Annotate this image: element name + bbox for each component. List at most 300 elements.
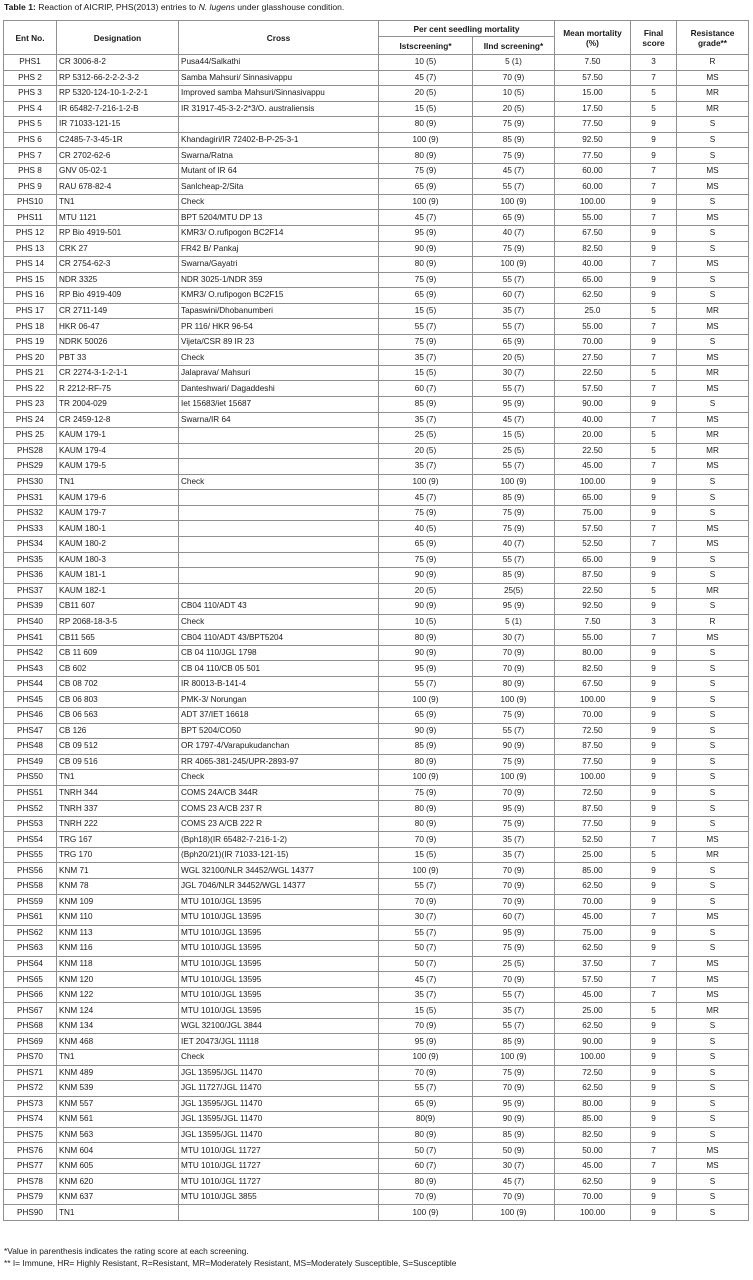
cell-mean-mortality: 90.00 xyxy=(555,1034,631,1050)
cell-mean-mortality: 20.00 xyxy=(555,428,631,444)
cell-cross: Check xyxy=(179,770,379,786)
cell-first-screening: 70 (9) xyxy=(379,1065,473,1081)
cell-designation: R 2212-RF-75 xyxy=(57,381,179,397)
cell-cross: BPT 5204/MTU DP 13 xyxy=(179,210,379,226)
cell-mean-mortality: 80.00 xyxy=(555,645,631,661)
cell-final-score: 9 xyxy=(631,288,677,304)
cell-resistance-grade: MS xyxy=(677,1158,749,1174)
cell-ent-no: PHS 18 xyxy=(4,319,57,335)
cell-cross: Sanlcheap-2/Sita xyxy=(179,179,379,195)
cell-final-score: 9 xyxy=(631,941,677,957)
cell-first-screening: 45 (7) xyxy=(379,490,473,506)
table-row xyxy=(4,303,749,319)
caption-label: Table 1: xyxy=(4,2,36,12)
table-row xyxy=(4,272,749,288)
cell-mean-mortality: 100.00 xyxy=(555,1205,631,1221)
cell-final-score: 9 xyxy=(631,1205,677,1221)
cell-mean-mortality: 75.00 xyxy=(555,925,631,941)
cell-resistance-grade: S xyxy=(677,863,749,879)
table-row xyxy=(4,536,749,552)
header-designation: Designation xyxy=(57,21,179,55)
cell-resistance-grade: S xyxy=(677,241,749,257)
cell-first-screening: 15 (5) xyxy=(379,303,473,319)
table-row xyxy=(4,707,749,723)
cell-first-screening: 75 (9) xyxy=(379,163,473,179)
cell-final-score: 9 xyxy=(631,785,677,801)
cell-final-score: 9 xyxy=(631,397,677,413)
table-row xyxy=(4,723,749,739)
cell-final-score: 5 xyxy=(631,101,677,117)
cell-mean-mortality: 65.00 xyxy=(555,552,631,568)
cell-designation: TNRH 222 xyxy=(57,816,179,832)
cell-cross: IR 80013-B-141-4 xyxy=(179,676,379,692)
cell-first-screening: 35 (7) xyxy=(379,350,473,366)
cell-final-score: 9 xyxy=(631,505,677,521)
cell-final-score: 9 xyxy=(631,1018,677,1034)
cell-mean-mortality: 77.50 xyxy=(555,148,631,164)
cell-resistance-grade: S xyxy=(677,894,749,910)
cell-first-screening: 80 (9) xyxy=(379,630,473,646)
table-row xyxy=(4,179,749,195)
cell-second-screening: 40 (7) xyxy=(473,226,555,242)
cell-ent-no: PHS40 xyxy=(4,614,57,630)
cell-final-score: 9 xyxy=(631,816,677,832)
cell-second-screening: 85 (9) xyxy=(473,1034,555,1050)
cell-cross: CB04 110/ADT 43/BPT5204 xyxy=(179,630,379,646)
cell-final-score: 7 xyxy=(631,832,677,848)
table-row xyxy=(4,163,749,179)
cell-mean-mortality: 100.00 xyxy=(555,474,631,490)
cell-designation: KAUM 181-1 xyxy=(57,568,179,584)
cell-ent-no: PHS56 xyxy=(4,863,57,879)
cell-resistance-grade: MR xyxy=(677,101,749,117)
cell-final-score: 9 xyxy=(631,1096,677,1112)
cell-mean-mortality: 25.00 xyxy=(555,847,631,863)
cell-second-screening: 45 (7) xyxy=(473,412,555,428)
table-row xyxy=(4,1096,749,1112)
cell-second-screening: 100 (9) xyxy=(473,194,555,210)
cell-designation: CB 602 xyxy=(57,661,179,677)
cell-cross xyxy=(179,552,379,568)
cell-ent-no: PHS 7 xyxy=(4,148,57,164)
cell-resistance-grade: S xyxy=(677,1034,749,1050)
cell-cross: Tapaswini/Dhobanumberi xyxy=(179,303,379,319)
cell-mean-mortality: 87.50 xyxy=(555,568,631,584)
cell-ent-no: PHS 14 xyxy=(4,257,57,273)
cell-mean-mortality: 72.50 xyxy=(555,723,631,739)
cell-cross xyxy=(179,505,379,521)
cell-mean-mortality: 100.00 xyxy=(555,692,631,708)
cell-cross: MTU 1010/JGL 13595 xyxy=(179,972,379,988)
cell-designation: CB11 565 xyxy=(57,630,179,646)
cell-first-screening: 80 (9) xyxy=(379,801,473,817)
cell-designation: TR 2004-029 xyxy=(57,397,179,413)
cell-mean-mortality: 57.50 xyxy=(555,381,631,397)
cell-mean-mortality: 17.50 xyxy=(555,101,631,117)
cell-resistance-grade: S xyxy=(677,148,749,164)
cell-second-screening: 95 (9) xyxy=(473,925,555,941)
cell-second-screening: 95 (9) xyxy=(473,801,555,817)
table-row xyxy=(4,86,749,102)
cell-second-screening: 85 (9) xyxy=(473,1127,555,1143)
cell-cross: CB 04 110/CB 05 501 xyxy=(179,661,379,677)
cell-first-screening: 80 (9) xyxy=(379,148,473,164)
table-row xyxy=(4,443,749,459)
cell-cross: Swarna/Ratna xyxy=(179,148,379,164)
cell-first-screening: 95 (9) xyxy=(379,1034,473,1050)
cell-designation: IR 71033-121-15 xyxy=(57,117,179,133)
cell-designation: KAUM 180-2 xyxy=(57,536,179,552)
cell-first-screening: 10 (5) xyxy=(379,55,473,71)
cell-final-score: 9 xyxy=(631,894,677,910)
cell-resistance-grade: S xyxy=(677,1050,749,1066)
cell-first-screening: 60 (7) xyxy=(379,381,473,397)
cell-final-score: 5 xyxy=(631,365,677,381)
cell-first-screening: 50 (7) xyxy=(379,956,473,972)
cell-first-screening: 100 (9) xyxy=(379,132,473,148)
cell-designation: CRK 27 xyxy=(57,241,179,257)
cell-first-screening: 90 (9) xyxy=(379,568,473,584)
cell-resistance-grade: MS xyxy=(677,987,749,1003)
cell-second-screening: 10 (5) xyxy=(473,86,555,102)
cell-mean-mortality: 65.00 xyxy=(555,490,631,506)
cell-resistance-grade: S xyxy=(677,661,749,677)
cell-final-score: 9 xyxy=(631,1081,677,1097)
cell-first-screening: 45 (7) xyxy=(379,210,473,226)
cell-designation: KNM 489 xyxy=(57,1065,179,1081)
cell-final-score: 3 xyxy=(631,614,677,630)
table-row xyxy=(4,194,749,210)
cell-designation: GNV 05-02-1 xyxy=(57,163,179,179)
cell-designation: KNM 71 xyxy=(57,863,179,879)
cell-resistance-grade: MS xyxy=(677,381,749,397)
cell-ent-no: PHS47 xyxy=(4,723,57,739)
cell-ent-no: PHS51 xyxy=(4,785,57,801)
cell-designation: RP Bio 4919-409 xyxy=(57,288,179,304)
cell-first-screening: 90 (9) xyxy=(379,241,473,257)
cell-ent-no: PHS 6 xyxy=(4,132,57,148)
cell-cross: Iet 15683/iet 15687 xyxy=(179,397,379,413)
cell-first-screening: 70 (9) xyxy=(379,1189,473,1205)
cell-resistance-grade: S xyxy=(677,645,749,661)
table-row xyxy=(4,801,749,817)
cell-cross: JGL 13595/JGL 11470 xyxy=(179,1065,379,1081)
header-final-score: Final score xyxy=(631,21,677,55)
cell-second-screening: 35 (7) xyxy=(473,303,555,319)
cell-second-screening: 25(5) xyxy=(473,583,555,599)
cell-first-screening: 45 (7) xyxy=(379,972,473,988)
cell-mean-mortality: 82.50 xyxy=(555,661,631,677)
cell-designation: CB 08 702 xyxy=(57,676,179,692)
caption-suffix: under glasshouse condition. xyxy=(234,2,345,12)
cell-designation: KNM 468 xyxy=(57,1034,179,1050)
cell-ent-no: PHS10 xyxy=(4,194,57,210)
table-row xyxy=(4,397,749,413)
cell-cross: Danteshwari/ Dagaddeshi xyxy=(179,381,379,397)
resistance-table xyxy=(3,20,749,1221)
cell-first-screening: 40 (5) xyxy=(379,521,473,537)
cell-ent-no: PHS 23 xyxy=(4,397,57,413)
cell-resistance-grade: MS xyxy=(677,630,749,646)
cell-designation: TN1 xyxy=(57,194,179,210)
cell-first-screening: 100 (9) xyxy=(379,863,473,879)
cell-resistance-grade: MS xyxy=(677,972,749,988)
table-row xyxy=(4,257,749,273)
cell-cross: MTU 1010/JGL 11727 xyxy=(179,1174,379,1190)
cell-second-screening: 30 (7) xyxy=(473,1158,555,1174)
table-row xyxy=(4,832,749,848)
cell-ent-no: PHS62 xyxy=(4,925,57,941)
cell-second-screening: 45 (7) xyxy=(473,163,555,179)
cell-resistance-grade: S xyxy=(677,739,749,755)
cell-designation: CB 09 516 xyxy=(57,754,179,770)
cell-resistance-grade: S xyxy=(677,1018,749,1034)
cell-cross: MTU 1010/JGL 13595 xyxy=(179,941,379,957)
cell-final-score: 7 xyxy=(631,956,677,972)
cell-designation: KNM 116 xyxy=(57,941,179,957)
cell-first-screening: 20 (5) xyxy=(379,86,473,102)
cell-designation: KAUM 179-4 xyxy=(57,443,179,459)
cell-final-score: 7 xyxy=(631,459,677,475)
cell-cross: CB 04 110/JGL 1798 xyxy=(179,645,379,661)
cell-mean-mortality: 7.50 xyxy=(555,55,631,71)
cell-resistance-grade: MR xyxy=(677,1003,749,1019)
cell-mean-mortality: 100.00 xyxy=(555,1050,631,1066)
cell-second-screening: 85 (9) xyxy=(473,568,555,584)
cell-designation: KNM 557 xyxy=(57,1096,179,1112)
table-row xyxy=(4,1189,749,1205)
cell-cross: MTU 1010/JGL 13595 xyxy=(179,910,379,926)
cell-resistance-grade: MS xyxy=(677,956,749,972)
cell-mean-mortality: 87.50 xyxy=(555,801,631,817)
table-row xyxy=(4,70,749,86)
cell-second-screening: 90 (9) xyxy=(473,739,555,755)
footnote-value: *Value in parenthesis indicates the rating score at each screening. xyxy=(4,1246,249,1256)
cell-second-screening: 25 (5) xyxy=(473,956,555,972)
cell-final-score: 9 xyxy=(631,770,677,786)
cell-designation: KNM 78 xyxy=(57,878,179,894)
table-row xyxy=(4,490,749,506)
cell-ent-no: PHS 4 xyxy=(4,101,57,117)
cell-designation: TN1 xyxy=(57,474,179,490)
cell-second-screening: 35 (7) xyxy=(473,847,555,863)
cell-cross: Check xyxy=(179,1050,379,1066)
cell-second-screening: 100 (9) xyxy=(473,692,555,708)
cell-ent-no: PHS63 xyxy=(4,941,57,957)
cell-final-score: 9 xyxy=(631,194,677,210)
cell-final-score: 7 xyxy=(631,210,677,226)
cell-final-score: 7 xyxy=(631,412,677,428)
cell-final-score: 9 xyxy=(631,754,677,770)
cell-ent-no: PHS11 xyxy=(4,210,57,226)
cell-ent-no: PHS 25 xyxy=(4,428,57,444)
cell-second-screening: 55 (7) xyxy=(473,272,555,288)
cell-first-screening: 80(9) xyxy=(379,1112,473,1128)
cell-designation: TRG 170 xyxy=(57,847,179,863)
cell-cross: JGL 13595/JGL 11470 xyxy=(179,1096,379,1112)
table-row xyxy=(4,972,749,988)
cell-ent-no: PHS75 xyxy=(4,1127,57,1143)
cell-cross: Swarna/IR 64 xyxy=(179,412,379,428)
cell-second-screening: 55 (7) xyxy=(473,723,555,739)
cell-cross: JGL 7046/NLR 34452/WGL 14377 xyxy=(179,878,379,894)
cell-mean-mortality: 72.50 xyxy=(555,785,631,801)
table-row xyxy=(4,226,749,242)
cell-final-score: 7 xyxy=(631,536,677,552)
cell-final-score: 7 xyxy=(631,1158,677,1174)
cell-second-screening: 75 (9) xyxy=(473,754,555,770)
cell-cross: BPT 5204/CO50 xyxy=(179,723,379,739)
cell-second-screening: 95 (9) xyxy=(473,397,555,413)
table-row xyxy=(4,288,749,304)
cell-second-screening: 75 (9) xyxy=(473,148,555,164)
cell-final-score: 9 xyxy=(631,925,677,941)
cell-second-screening: 55 (7) xyxy=(473,1018,555,1034)
cell-ent-no: PHS 9 xyxy=(4,179,57,195)
cell-cross: WGL 32100/JGL 3844 xyxy=(179,1018,379,1034)
cell-final-score: 9 xyxy=(631,692,677,708)
cell-mean-mortality: 57.50 xyxy=(555,972,631,988)
cell-final-score: 5 xyxy=(631,847,677,863)
cell-ent-no: PHS64 xyxy=(4,956,57,972)
cell-ent-no: PHS46 xyxy=(4,707,57,723)
cell-cross: Jalaprava/ Mahsuri xyxy=(179,365,379,381)
cell-designation: TN1 xyxy=(57,770,179,786)
cell-first-screening: 85 (9) xyxy=(379,397,473,413)
cell-resistance-grade: S xyxy=(677,816,749,832)
cell-ent-no: PHS31 xyxy=(4,490,57,506)
cell-cross: MTU 1010/JGL 13595 xyxy=(179,956,379,972)
cell-final-score: 9 xyxy=(631,132,677,148)
cell-designation: CB 09 512 xyxy=(57,739,179,755)
cell-designation: KNM 539 xyxy=(57,1081,179,1097)
cell-cross: WGL 32100/NLR 34452/WGL 14377 xyxy=(179,863,379,879)
cell-cross xyxy=(179,536,379,552)
cell-cross: ADT 37/IET 16618 xyxy=(179,707,379,723)
cell-final-score: 7 xyxy=(631,319,677,335)
cell-resistance-grade: MS xyxy=(677,459,749,475)
cell-final-score: 9 xyxy=(631,645,677,661)
cell-first-screening: 100 (9) xyxy=(379,194,473,210)
cell-resistance-grade: S xyxy=(677,1065,749,1081)
cell-designation: CB 06 563 xyxy=(57,707,179,723)
cell-final-score: 5 xyxy=(631,303,677,319)
cell-designation: MTU 1121 xyxy=(57,210,179,226)
cell-resistance-grade: S xyxy=(677,599,749,615)
cell-first-screening: 65 (9) xyxy=(379,536,473,552)
cell-second-screening: 20 (5) xyxy=(473,101,555,117)
cell-ent-no: PHS 8 xyxy=(4,163,57,179)
cell-mean-mortality: 25.0 xyxy=(555,303,631,319)
cell-designation: KNM 122 xyxy=(57,987,179,1003)
cell-first-screening: 50 (7) xyxy=(379,1143,473,1159)
cell-mean-mortality: 77.50 xyxy=(555,117,631,133)
cell-cross: KMR3/ O.rufipogon BC2F14 xyxy=(179,226,379,242)
cell-cross xyxy=(179,1205,379,1221)
table-row xyxy=(4,459,749,475)
cell-designation: IR 65482-7-216-1-2-B xyxy=(57,101,179,117)
cell-first-screening: 55 (7) xyxy=(379,676,473,692)
cell-second-screening: 70 (9) xyxy=(473,894,555,910)
cell-first-screening: 85 (9) xyxy=(379,739,473,755)
cell-cross: Mutant of IR 64 xyxy=(179,163,379,179)
cell-resistance-grade: MS xyxy=(677,210,749,226)
cell-designation: KNM 120 xyxy=(57,972,179,988)
cell-cross: NDR 3025-1/NDR 359 xyxy=(179,272,379,288)
cell-cross: OR 1797-4/Varapukudanchan xyxy=(179,739,379,755)
cell-final-score: 7 xyxy=(631,350,677,366)
cell-final-score: 5 xyxy=(631,1003,677,1019)
cell-second-screening: 60 (7) xyxy=(473,910,555,926)
cell-first-screening: 15 (5) xyxy=(379,847,473,863)
cell-final-score: 7 xyxy=(631,381,677,397)
cell-cross: Khandagiri/IR 72402-B-P-25-3-1 xyxy=(179,132,379,148)
cell-ent-no: PHS54 xyxy=(4,832,57,848)
cell-cross: COMS 24A/CB 344R xyxy=(179,785,379,801)
cell-designation: RP 5312-66-2-2-2-3-2 xyxy=(57,70,179,86)
cell-resistance-grade: S xyxy=(677,474,749,490)
cell-cross: JGL 13595/JGL 11470 xyxy=(179,1127,379,1143)
cell-second-screening: 75 (9) xyxy=(473,1065,555,1081)
table-row xyxy=(4,365,749,381)
cell-cross: MTU 1010/JGL 11727 xyxy=(179,1158,379,1174)
cell-designation: RP 5320-124-10-1-2-2-1 xyxy=(57,86,179,102)
cell-second-screening: 25 (5) xyxy=(473,443,555,459)
table-row xyxy=(4,210,749,226)
cell-cross xyxy=(179,568,379,584)
cell-designation: CB 06 803 xyxy=(57,692,179,708)
cell-resistance-grade: S xyxy=(677,770,749,786)
cell-first-screening: 100 (9) xyxy=(379,1050,473,1066)
cell-resistance-grade: S xyxy=(677,1081,749,1097)
cell-designation: KNM 118 xyxy=(57,956,179,972)
cell-resistance-grade: MS xyxy=(677,350,749,366)
cell-second-screening: 70 (9) xyxy=(473,661,555,677)
cell-first-screening: 20 (5) xyxy=(379,583,473,599)
cell-second-screening: 70 (9) xyxy=(473,878,555,894)
cell-mean-mortality: 50.00 xyxy=(555,1143,631,1159)
cell-ent-no: PHS32 xyxy=(4,505,57,521)
cell-ent-no: PHS 21 xyxy=(4,365,57,381)
cell-second-screening: 65 (9) xyxy=(473,334,555,350)
cell-mean-mortality: 100.00 xyxy=(555,770,631,786)
cell-ent-no: PHS58 xyxy=(4,878,57,894)
cell-second-screening: 75 (9) xyxy=(473,505,555,521)
cell-resistance-grade: S xyxy=(677,878,749,894)
cell-mean-mortality: 60.00 xyxy=(555,163,631,179)
cell-first-screening: 25 (5) xyxy=(379,428,473,444)
table-row xyxy=(4,754,749,770)
cell-resistance-grade: MS xyxy=(677,910,749,926)
cell-cross: IET 20473/JGL 11118 xyxy=(179,1034,379,1050)
table-row xyxy=(4,1065,749,1081)
cell-first-screening: 80 (9) xyxy=(379,816,473,832)
cell-designation: HKR 06-47 xyxy=(57,319,179,335)
cell-cross xyxy=(179,117,379,133)
cell-final-score: 9 xyxy=(631,1034,677,1050)
cell-designation: RAU 678-82-4 xyxy=(57,179,179,195)
cell-second-screening: 80 (9) xyxy=(473,676,555,692)
cell-first-screening: 75 (9) xyxy=(379,552,473,568)
cell-cross: PR 116/ HKR 96-54 xyxy=(179,319,379,335)
cell-mean-mortality: 82.50 xyxy=(555,1127,631,1143)
cell-first-screening: 10 (5) xyxy=(379,614,473,630)
cell-resistance-grade: MS xyxy=(677,319,749,335)
header-cross: Cross xyxy=(179,21,379,55)
cell-cross: Vijeta/CSR 89 IR 23 xyxy=(179,334,379,350)
cell-resistance-grade: S xyxy=(677,723,749,739)
cell-cross xyxy=(179,490,379,506)
